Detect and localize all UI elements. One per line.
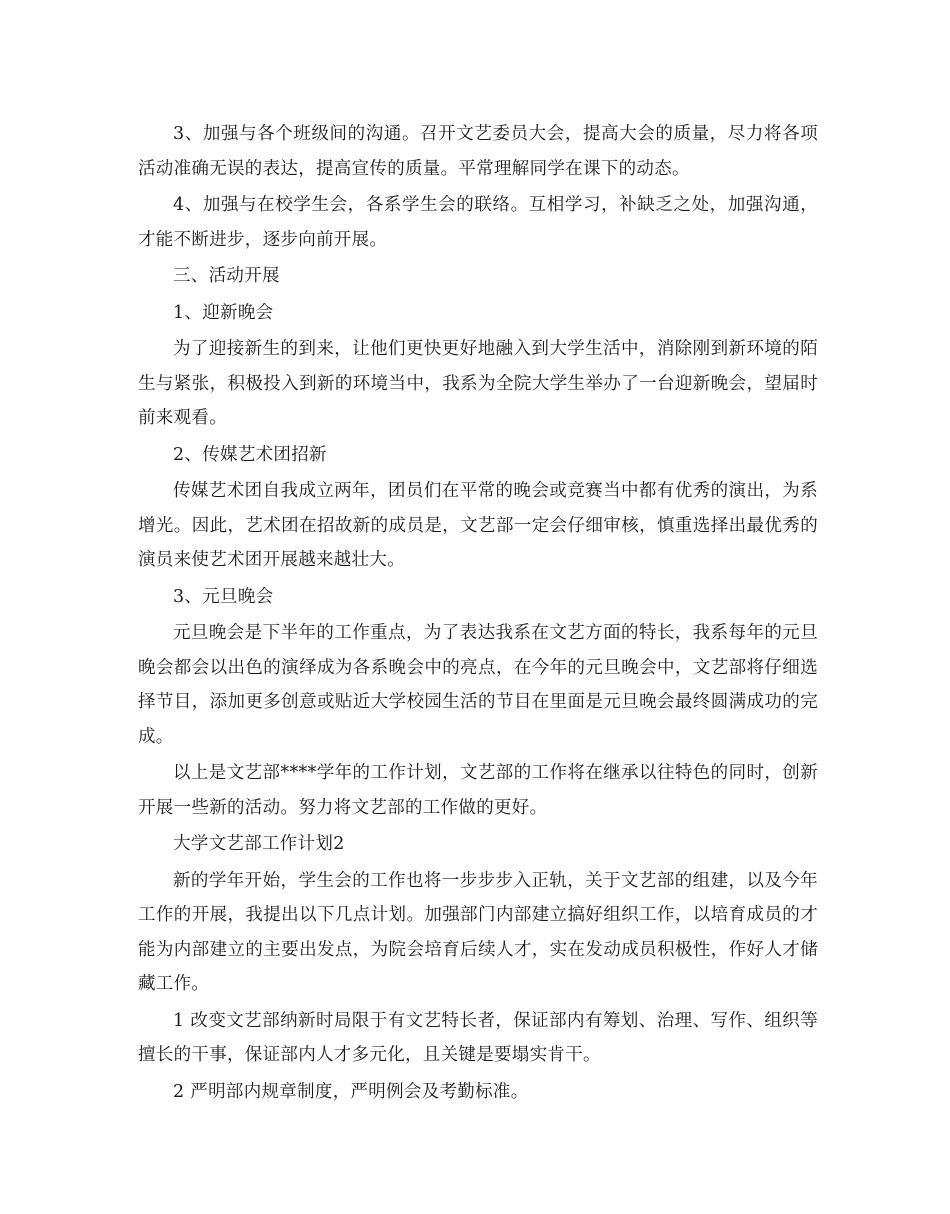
paragraph: 新的学年开始，学生会的工作也将一步步步入正轨，关于文艺部的组建，以及今年工作的开展，我提出以下几点计划。加强部门内部建立搞好组织工作，以培育成员的才能为内部建立的主要出发点，为院会培育后续人才，实在发动成员积极性，作好人才储藏工作。 xyxy=(138,870,818,994)
paragraph: 3、加强与各个班级间的沟通。召开文艺委员大会，提高大会的质量，尽力将各项活动准确无误的表达，提高宣传的质量。平常理解同学在课下的动态。 xyxy=(138,124,818,179)
document-body xyxy=(138,117,818,1111)
section-heading: 三、活动开展 xyxy=(173,266,280,286)
paragraph: 以上是文艺部****学年的工作计划，文艺部的工作将在继承以往特色的同时，创新开展一些新的活动。努力将文艺部的工作做的更好。 xyxy=(138,763,818,818)
paragraph: 传媒艺术团自我成立两年，团员们在平常的晚会或竞赛当中都有优秀的演出，为系增光。因此，艺术团在招故新的成员是，文艺部一定会仔细审核，慎重选择出最优秀的演员来使艺术团开展越来越壮大。 xyxy=(138,481,818,570)
subsection-heading: 1、迎新晚会 xyxy=(173,302,274,323)
subsection-heading: 2、传媒艺术团招新 xyxy=(173,444,327,465)
paragraph: 1 改变文艺部纳新时局限于有文艺特长者，保证部内有筹划、治理、写作、组织等擅长的干事，保证部内人才多元化，且关键是要塌实肯干。 xyxy=(138,1010,818,1065)
subsection-heading: 3、元旦晚会 xyxy=(173,586,274,607)
paragraph: 为了迎接新生的到来，让他们更快更好地融入到大学生活中，消除刚到新环境的陌生与紧张，积极投入到新的环境当中，我系为全院大学生举办了一台迎新晚会，望届时前来观看。 xyxy=(138,339,818,428)
document-title: 大学文艺部工作计划2 xyxy=(173,834,345,854)
paragraph: 元旦晚会是下半年的工作重点，为了表达我系在文艺方面的特长，我系每年的元旦晚会都会以出色的演绎成为各系晚会中的亮点，在今年的元旦晚会中，文艺部将仔细选择节目，添加更多创意或贴近大学校园生活的节目在里面是元旦晚会最终圆满成功的完成。 xyxy=(138,623,818,747)
paragraph: 4、加强与在校学生会，各系学生会的联络。互相学习，补缺乏之处，加强沟通，才能不断进步，逐步向前开展。 xyxy=(138,195,818,250)
paragraph: 2 严明部内规章制度，严明例会及考勤标准。 xyxy=(173,1081,529,1102)
